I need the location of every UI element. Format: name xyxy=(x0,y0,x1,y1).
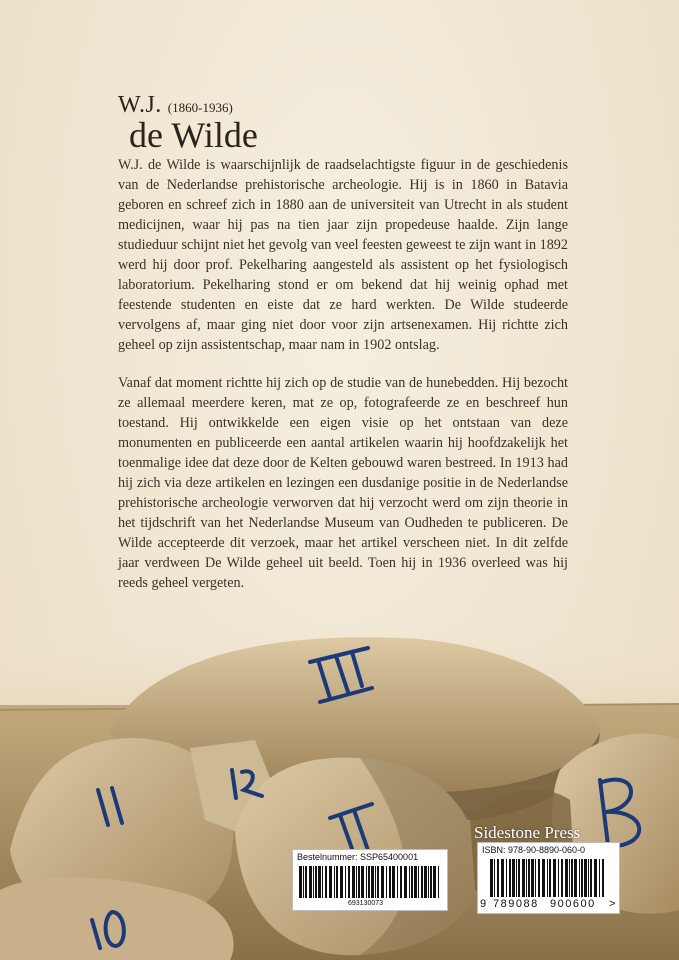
isbn-digit-group-2: 900600 xyxy=(550,898,596,910)
blurb-paragraph-1: W.J. de Wilde is waarschijnlijk de raadselachtigste figuur in de geschiedenis van de Nederlandse prehistorische archeologie. Hij is in 1860 in Batavia geboren en schreef zich in 1880 aan de universiteit van Utrecht in als student medicijnen, waar hij pas na tien jaar zijn propedeuse haalde. Zijn lange studieduur schijnt niet het gevolg van veel feesten geweest te zijn want in 1892 werd hij door prof. Pekelharing aangesteld als assistent op het fysiologisch laboratorium. Pekelharing stond er om bekend dat hij weinig ophad met feestende studenten en eiste dat ze hard werkten. De Wilde studeerde vervolgens af, maar ging niet door voor zijn artsenexamen. Hij richtte zich geheel op zijn assistentschap, maar nam in 1902 ontslag. xyxy=(118,157,568,353)
barcode-bar xyxy=(430,866,432,898)
barcode-bar xyxy=(599,859,600,897)
barcode-bar xyxy=(414,866,417,898)
barcode-bar xyxy=(506,859,507,897)
barcode-bar xyxy=(377,866,379,898)
barcode-bar xyxy=(348,866,350,898)
blurb xyxy=(118,155,568,611)
barcode-bar xyxy=(368,866,370,898)
barcode-bar xyxy=(602,859,604,897)
order-barcode-bars xyxy=(299,866,441,898)
barcode-bar xyxy=(404,866,407,898)
barcode-bar xyxy=(386,866,387,898)
barcode-bar xyxy=(490,859,493,897)
barcode-bar xyxy=(535,859,536,897)
barcode-bar xyxy=(309,866,312,898)
barcode-bar xyxy=(538,859,540,897)
barcode-bar xyxy=(553,859,556,897)
barcode-bar xyxy=(424,866,427,898)
barcode-bar xyxy=(433,866,436,898)
author-heading xyxy=(118,92,258,155)
barcode-bar xyxy=(411,866,413,898)
barcode-bar xyxy=(438,866,439,898)
isbn-digit-1: 9 xyxy=(480,898,488,910)
barcode-bar xyxy=(325,866,327,898)
barcode-bar xyxy=(389,866,391,898)
barcode-bar xyxy=(322,866,323,898)
barcode-bar xyxy=(512,859,515,897)
publisher-name: Sidestone Press xyxy=(474,823,581,842)
isbn-barcode xyxy=(477,842,620,914)
barcode-bar xyxy=(329,866,332,898)
barcode-bar xyxy=(574,859,577,897)
barcode-bar xyxy=(356,866,357,898)
barcode-bar xyxy=(336,866,338,898)
barcode-bar xyxy=(558,859,559,897)
author-years: (1860-1936) xyxy=(167,100,233,115)
barcode-bar xyxy=(516,859,517,897)
barcode-bar xyxy=(526,859,527,897)
barcode-bar xyxy=(334,866,335,898)
barcode-bar xyxy=(381,866,384,898)
barcode-bar xyxy=(299,866,302,898)
barcode-bar xyxy=(509,859,511,897)
barcode-bar xyxy=(358,866,360,898)
barcode-bar xyxy=(584,859,587,897)
barcode-bar xyxy=(345,866,346,898)
barcode-bar xyxy=(315,866,317,898)
barcode-bar xyxy=(542,859,545,897)
barcode-bar xyxy=(501,859,504,897)
barcode-bar xyxy=(494,859,495,897)
author-surname: de Wilde xyxy=(129,115,258,155)
barcode-bar xyxy=(305,866,307,898)
barcode-bar xyxy=(375,866,376,898)
barcode-bar xyxy=(392,866,395,898)
order-barcode xyxy=(292,849,448,911)
blurb-paragraph-2: Vanaf dat moment richtte hij zich op de studie van de hunebedden. Hij bezocht ze allemaal meerdere keren, mat ze op, fotografeerde ze en beschreef hun toestand. Hij ontwikkelde een eigen visie op het ontstaan van deze monumenten en publiceerde een aantal artikelen waarin hij hoofdzakelijk het toenmalige idee dat deze door de Kelten gebouwd waren bestreed. In 1913 had hij zich via deze artikelen en lezingen een dusdanige positie in de Nederlandse prehistorische archeologie verworven dat hij verzocht werd om zijn theorie in het tijdschrift van het Nederlandse Museum van Oudheden te publiceren. De Wilde accepteerde dit verzoek, maar het artikel verscheen niet. In dit zelfde jaar verdween De Wilde geheel uit beeld. Toen hij in 1936 overleed was hij reeds geheel vergeten. xyxy=(118,375,568,591)
barcode-bar xyxy=(340,866,343,898)
order-number-label: Bestelnummer: SSP65400001 xyxy=(297,852,419,862)
barcode-bar xyxy=(528,859,530,897)
barcode-bar xyxy=(569,859,570,897)
barcode-bar xyxy=(400,866,402,898)
isbn-barcode-bars xyxy=(490,859,605,897)
barcode-bar xyxy=(352,866,355,898)
barcode-bar xyxy=(518,859,520,897)
barcode-bar xyxy=(497,859,499,897)
isbn-label: ISBN: 978-90-8890-060-0 xyxy=(482,845,586,855)
order-barcode-number: 693130073 xyxy=(348,900,384,907)
barcode-bar xyxy=(579,859,580,897)
barcode-bar xyxy=(318,866,321,898)
barcode-bar xyxy=(418,866,419,898)
barcode-bar xyxy=(565,859,568,897)
barcode-bar xyxy=(522,859,525,897)
barcode-bar xyxy=(549,859,551,897)
barcode-bar xyxy=(581,859,583,897)
barcode-bar xyxy=(366,866,367,898)
barcode-bar xyxy=(371,866,374,898)
barcode-bar xyxy=(409,866,410,898)
barcode-bar xyxy=(588,859,589,897)
barcode-bar xyxy=(313,866,314,898)
isbn-chevron: > xyxy=(609,898,617,910)
barcode-bar xyxy=(561,859,563,897)
barcode-bar xyxy=(531,859,534,897)
barcode-bar xyxy=(397,866,398,898)
barcode-bar xyxy=(428,866,429,898)
barcode-bar xyxy=(571,859,573,897)
barcode-bar xyxy=(547,859,548,897)
barcode-bar xyxy=(590,859,592,897)
isbn-digit-group-1: 789088 xyxy=(493,898,539,910)
barcode-bar xyxy=(361,866,364,898)
author-initials: W.J. xyxy=(118,92,162,118)
barcode-bar xyxy=(594,859,597,897)
barcode-bar xyxy=(303,866,304,898)
barcode-bar xyxy=(421,866,423,898)
